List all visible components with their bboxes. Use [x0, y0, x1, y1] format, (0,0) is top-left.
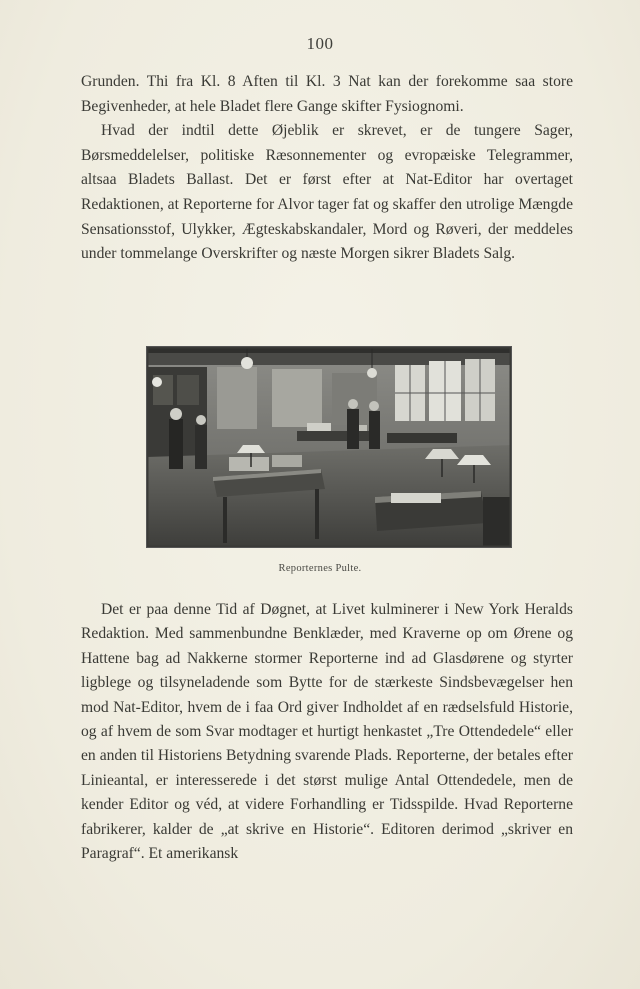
- paragraph: Grunden. Thi fra Kl. 8 Aften til Kl. 3 Nat kan der forekomme saa store Begivenheder, at hele Bladet flere Gange skifter Fysiognomi.: [81, 73, 573, 115]
- photo-reporters-desks: [146, 346, 512, 548]
- text-block-bottom: [81, 598, 573, 866]
- figure-caption: Reporternes Pulte.: [278, 563, 362, 574]
- text-block-top: [81, 70, 573, 267]
- paragraph: Det er paa denne Tid af Døgnet, at Livet kulminerer i New York Heralds Redaktion. Med sammenbundne Benklæder, med Kraverne op om Ørene og Hattene bag ad Nakkerne stormer Reporterne ind ad Glasdørene og styrter ligblege og tilsyneladende som Bytte for de stærkeste Sindsbevægelser hen mod Nat-Editor, hvem de i faa Ord giver Indholdet af en rædselsfuld Historie, og af hvem de som Svar modtager et hurtigt henkastet „Tre Ottendedele“ eller en anden til Historiens Betydning svarende Plads. Reporterne, der betales efter Linieantal, er interesserede i det størst mulige Antal Ottendedele, men de kender Editor og véd, at videre Forhandling er Tidsspilde. Hvad Reporterne fabrikerer, kalder de „at skrive en Historie“. Editoren derimod „skriver en Paragraf“. Et amerikansk: [81, 601, 573, 863]
- page-number: 100: [306, 34, 334, 53]
- paragraph: Hvad der indtil dette Øjeblik er skrevet, er de tungere Sager, Børsmeddelelser, politiske Ræsonnementer og evropæiske Telegrammer, altsaa Bladets Ballast. Det er først efter at Nat-Editor har overtaget Redaktionen, at Reporterne for Alvor tager fat og skaffer den utrolige Mængde Sensationsstof, Ulykker, Ægteskabskandaler, Mord og Røveri, der meddeles under tommelange Overskrifter og næste Morgen sikrer Bladets Salg.: [81, 122, 573, 263]
